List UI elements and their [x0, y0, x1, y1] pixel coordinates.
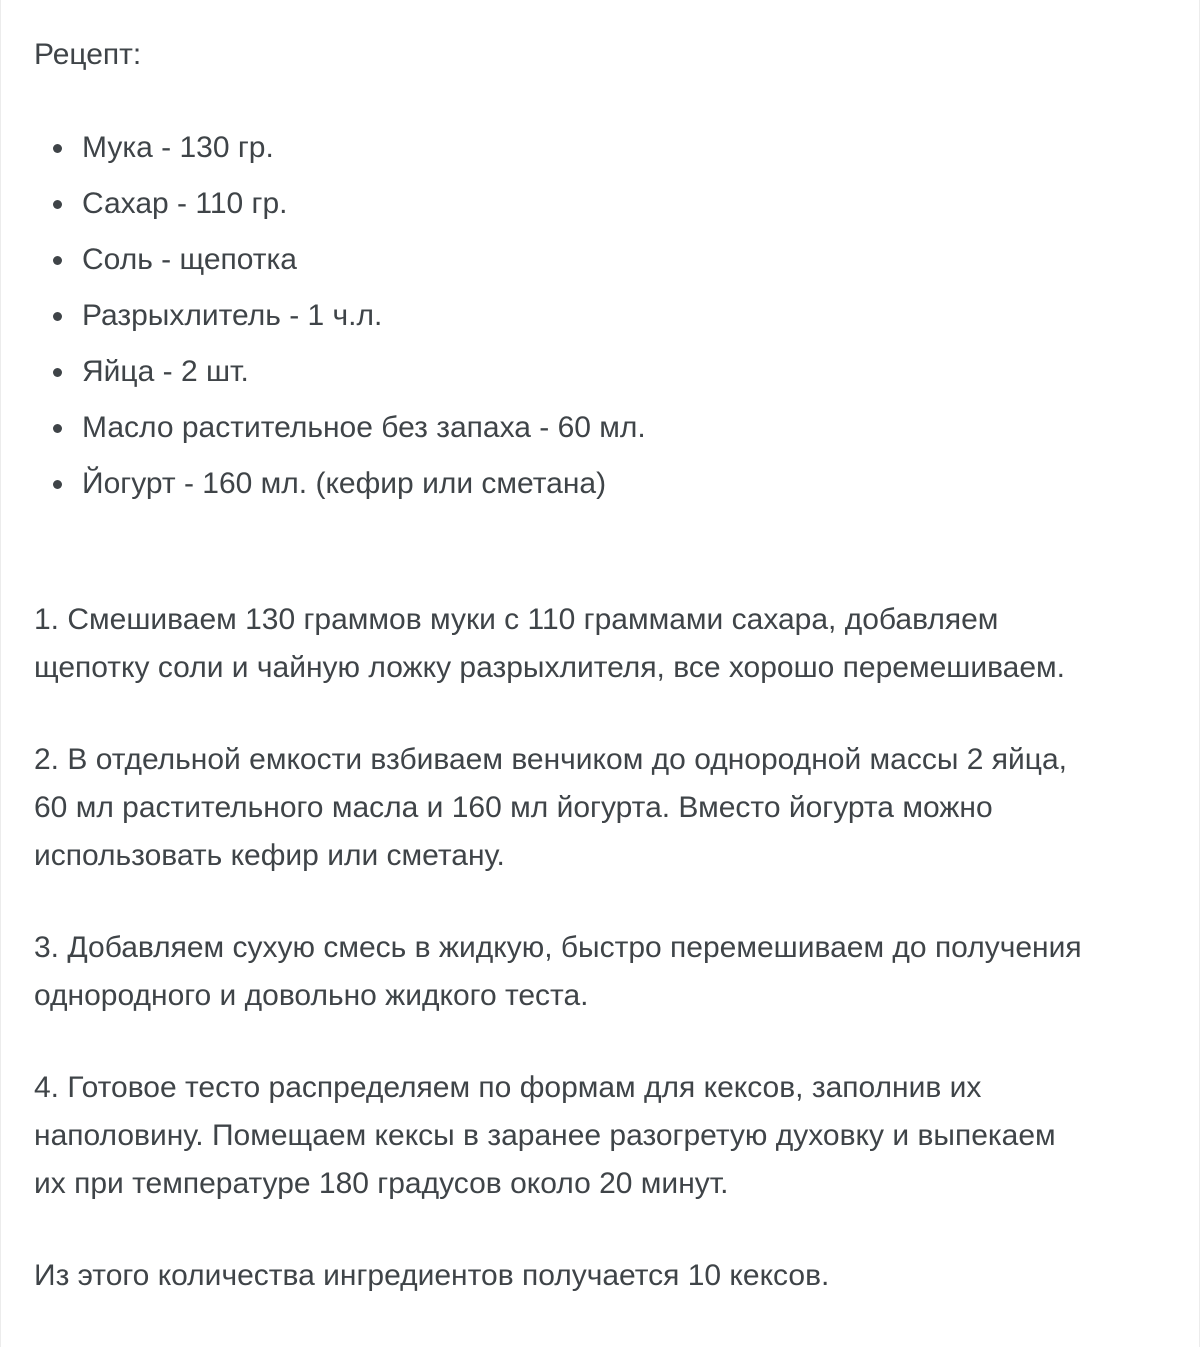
step-4-paragraph	[34, 1064, 1184, 1208]
ingredient-text: Сахар - 110 гр.	[82, 187, 288, 220]
list-item	[34, 408, 646, 464]
ingredient-text: Масло растительное без запаха - 60 мл.	[82, 411, 646, 444]
step-line: наполовину. Помещаем кексы в заранее разогретую духовку и выпекаем	[34, 1119, 1056, 1152]
ingredient-text: Разрыхлитель - 1 ч.л.	[82, 299, 383, 332]
ingredient-text: Яйца - 2 шт.	[82, 355, 249, 388]
list-item	[34, 128, 646, 184]
bullet-icon	[53, 144, 62, 153]
list-item	[34, 184, 646, 240]
list-item	[34, 352, 646, 408]
step-1-paragraph	[34, 596, 1184, 692]
bullet-icon	[53, 368, 62, 377]
bullet-icon	[53, 200, 62, 209]
step-line: их при температуре 180 градусов около 20 минут.	[34, 1167, 729, 1200]
ingredient-text: Йогурт - 160 мл. (кефир или сметана)	[82, 467, 607, 500]
recipe-heading: Рецепт:	[34, 38, 142, 71]
bullet-icon	[53, 480, 62, 489]
bullet-icon	[53, 424, 62, 433]
step-line: щепотку соли и чайную ложку разрыхлителя, все хорошо перемешиваем.	[34, 651, 1066, 684]
step-line: 3. Добавляем сухую смесь в жидкую, быстро перемешиваем до получения	[34, 931, 1082, 964]
list-item	[34, 240, 646, 296]
step-line: 1. Смешиваем 130 граммов муки с 110 граммами сахара, добавляем	[34, 603, 999, 636]
list-item	[34, 296, 646, 352]
ingredient-list	[34, 128, 646, 520]
step-line: 60 мл растительного масла и 160 мл йогурта. Вместо йогурта можно	[34, 791, 993, 824]
step-line: 4. Готовое тесто распределяем по формам для кексов, заполнив их	[34, 1071, 982, 1104]
ingredient-text: Соль - щепотка	[82, 243, 297, 276]
step-2-paragraph	[34, 736, 1184, 880]
step-line: однородного и довольно жидкого теста.	[34, 979, 589, 1012]
bullet-icon	[53, 256, 62, 265]
yield-note	[34, 1252, 1184, 1300]
step-3-paragraph	[34, 924, 1184, 1020]
step-line: использовать кефир или сметану.	[34, 839, 505, 872]
step-line: 2. В отдельной емкости взбиваем венчиком до однородной массы 2 яйца,	[34, 743, 1067, 776]
bullet-icon	[53, 312, 62, 321]
ingredient-text: Мука - 130 гр.	[82, 131, 274, 164]
yield-text: Из этого количества ингредиентов получается 10 кексов.	[34, 1259, 830, 1292]
list-item	[34, 464, 646, 520]
